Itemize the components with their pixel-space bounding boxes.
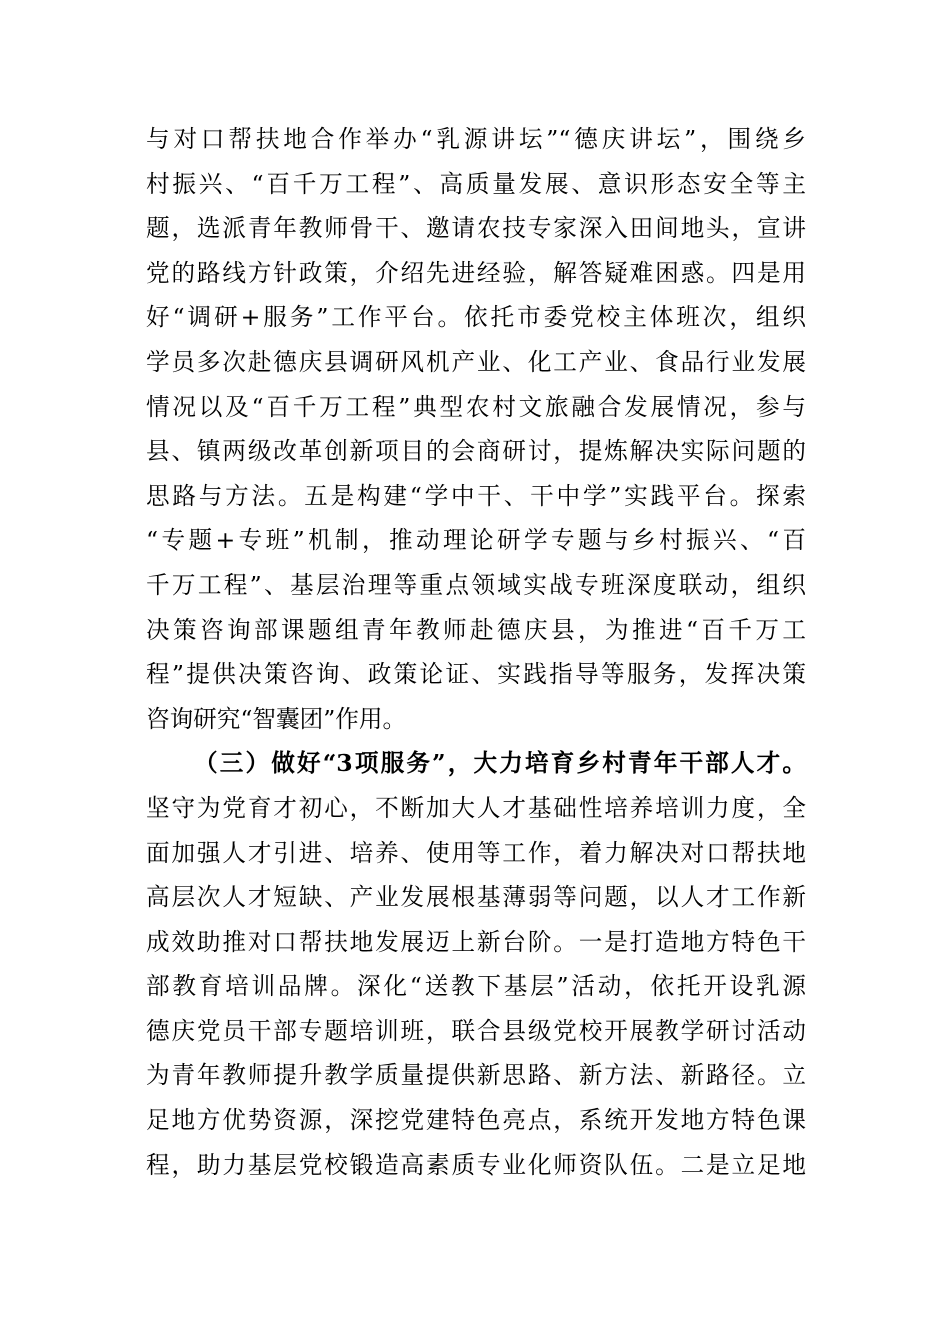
text-line: 题，选派青年教师骨干、邀请农技专家深入田间地头，宣讲: [146, 214, 806, 243]
text-line: 成效助推对口帮扶地发展迈上新台阶。一是打造地方特色干: [146, 927, 806, 956]
section-heading: （三）做好“3项服务”，大力培育乡村青年干部人才。: [194, 749, 806, 778]
paragraph-1: [146, 117, 806, 741]
text-line: 决策咨询部课题组青年教师赴德庆县，为推进“百千万工: [146, 615, 806, 644]
text-line: 咨询研究“智囊团”作用。: [146, 704, 407, 733]
text-line: 思路与方法。五是构建“学中干、干中学”实践平台。探索: [146, 481, 806, 510]
text-line: 党的路线方针政策，介绍先进经验，解答疑难困惑。四是用: [146, 258, 806, 287]
paragraph-2: [146, 741, 806, 1187]
text-line: 好“调研+服务”工作平台。依托市委党校主体班次，组织: [146, 303, 806, 332]
text-line: 为青年教师提升教学质量提供新思路、新方法、新路径。立: [146, 1061, 806, 1090]
text-line: 情况以及“百千万工程”典型农村文旅融合发展情况，参与: [146, 392, 806, 421]
text-line: 程，助力基层党校锻造高素质专业化师资队伍。二是立足地: [146, 1150, 806, 1179]
text-line: 面加强人才引进、培养、使用等工作，着力解决对口帮扶地: [146, 838, 806, 867]
text-line: 村振兴、“百千万工程”、高质量发展、意识形态安全等主: [146, 169, 806, 198]
document-body: [146, 117, 806, 1187]
text-line: 县、镇两级改革创新项目的会商研讨，提炼解决实际问题的: [146, 437, 806, 466]
text-line: 学员多次赴德庆县调研风机产业、化工产业、食品行业发展: [146, 347, 806, 376]
text-line: “专题+专班”机制，推动理论研学专题与乡村振兴、“百: [146, 526, 806, 555]
text-line: 部教育培训品牌。深化“送教下基层”活动，依托开设乳源: [146, 972, 806, 1001]
text-line: 坚守为党育才初心，不断加大人才基础性培养培训力度，全: [146, 793, 806, 822]
text-line: 德庆党员干部专题培训班，联合县级党校开展教学研讨活动: [146, 1016, 806, 1045]
text-line: 高层次人才短缺、产业发展根基薄弱等问题，以人才工作新: [146, 883, 806, 912]
text-line: 千万工程”、基层治理等重点领域实战专班深度联动，组织: [146, 570, 806, 599]
text-line: 程”提供决策咨询、政策论证、实践指导等服务，发挥决策: [146, 660, 806, 689]
text-line: 足地方优势资源，深挖党建特色亮点，系统开发地方特色课: [146, 1106, 806, 1135]
text-line: 与对口帮扶地合作举办“乳源讲坛”“德庆讲坛”，围绕乡: [146, 125, 806, 153]
